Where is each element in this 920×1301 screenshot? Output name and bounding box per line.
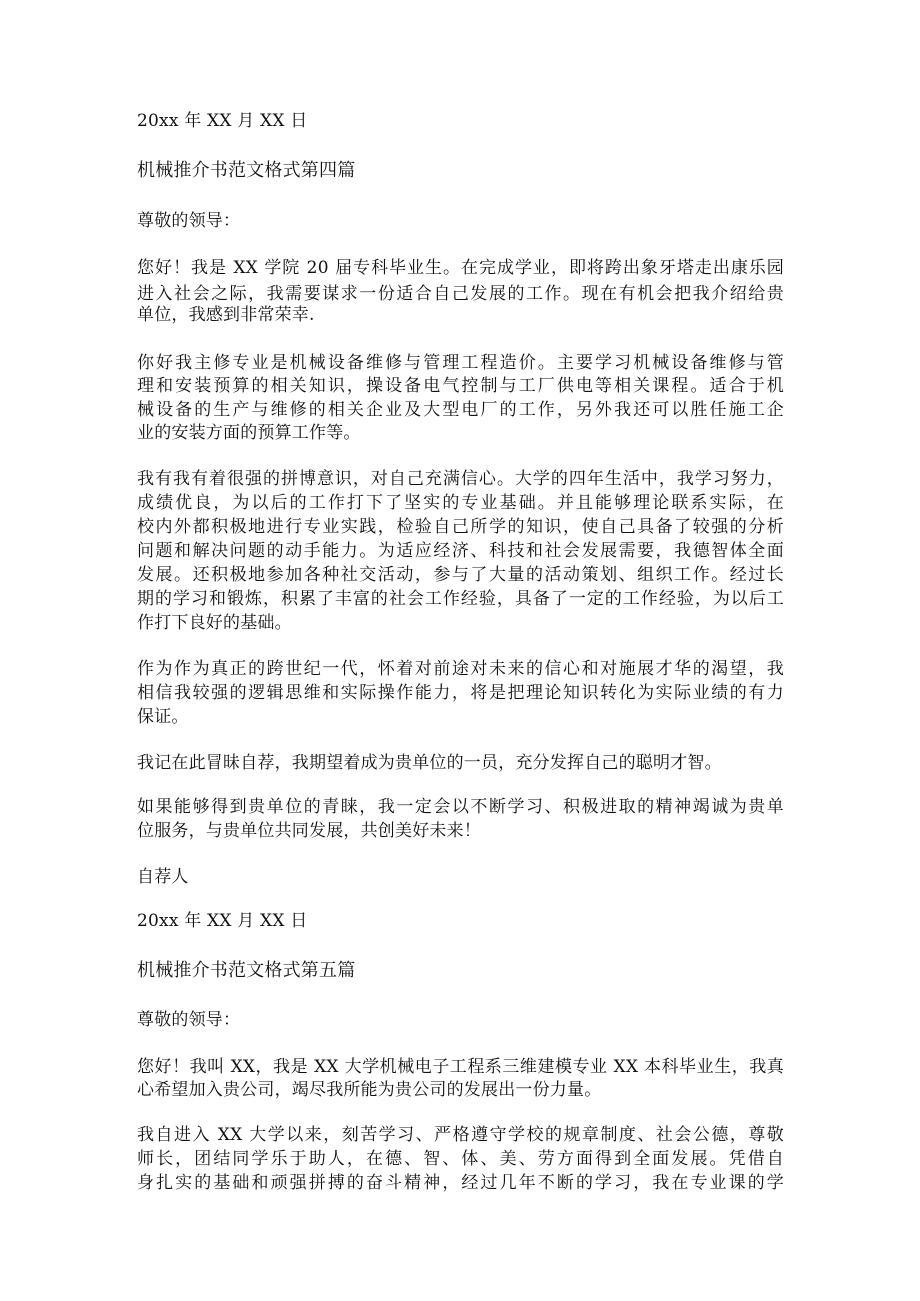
paragraph-line: 如果能够得到贵单位的青睐，我一定会以不断学习、积极进取的精神竭诚为贵单 — [137, 797, 784, 817]
paragraph-line: 发展。还积极地参加各种社交活动，参与了大量的活动策划、组织工作。经过长 — [137, 565, 784, 585]
paragraph-line: 身扎实的基础和顽强拼搏的奋斗精神，经过几年不断的学习，我在专业课的学 — [137, 1173, 784, 1193]
paragraph-line: 校内外都积极地进行专业实践，检验自己所学的知识，使自己具备了较强的分析 — [137, 517, 784, 537]
paragraph-line: 我自进入 XX 大学以来，刻苦学习、严格遵守学校的规章制度、社会公德，尊敬 — [137, 1125, 784, 1145]
paragraph-line: 位服务，与贵单位共同发展，共创美好未来！ — [137, 821, 481, 841]
paragraph-line: 我有我有着很强的拼博意识，对自己充满信心。大学的四年生活中，我学习努力， — [137, 469, 784, 489]
paragraph-line: 您好！我是 XX 学院 20 届专科毕业生。在完成学业，即将跨出象牙塔走出康乐园 — [137, 258, 784, 278]
paragraph-line: 你好我主修专业是机械设备维修与管理工程造价。主要学习机械设备维修与管 — [137, 353, 784, 373]
signature: 自荐人 — [137, 867, 189, 887]
section-title: 机械推介书范文格式第四篇 — [137, 160, 356, 181]
document-body — [137, 0, 784, 1301]
paragraph-line: 成绩优良，为以后的工作打下了坚实的专业基础。并且能够理论联系实际，在 — [137, 493, 784, 513]
paragraph-line: 械设备的生产与维修的相关企业及大型电厂的工作，另外我还可以胜任施工企 — [137, 400, 784, 420]
paragraph-line: 您好！我叫 XX，我是 XX 大学机械电子工程系三维建模专业 XX 本科毕业生，我真 — [137, 1057, 784, 1077]
section-title: 机械推介书范文格式第五篇 — [137, 960, 356, 981]
paragraph-line: 我记在此冒昧自荐，我期望着成为贵单位的一员，充分发挥自己的聪明才智。 — [137, 753, 722, 773]
salutation: 尊敬的领导： — [137, 211, 241, 231]
paragraph-line: 保证。 — [137, 707, 189, 727]
date-line: 20xx 年 XX 月 XX 日 — [137, 111, 308, 131]
paragraph-line: 心希望加入贵公司，竭尽我所能为贵公司的发展出一份力量。 — [137, 1080, 602, 1100]
paragraph-line: 相信我较强的逻辑思维和实际操作能力，将是把理论知识转化为实际业绩的有力 — [137, 683, 784, 703]
paragraph-line: 理和安装预算的相关知识，操设备电气控制与工厂供电等相关课程。适合于机 — [137, 376, 784, 396]
paragraph-line: 师长，团结同学乐于助人，在德、智、体、美、劳方面得到全面发展。凭借自 — [137, 1149, 784, 1169]
date-line: 20xx 年 XX 月 XX 日 — [137, 911, 308, 931]
paragraph-line: 进入社会之际，我需要谋求一份适合自己发展的工作。现在有机会把我介绍给贵 — [137, 284, 784, 304]
paragraph-line: 作打下良好的基础。 — [137, 613, 292, 633]
paragraph-line: 单位，我感到非常荣幸. — [137, 305, 315, 325]
salutation: 尊敬的领导： — [137, 1010, 241, 1030]
paragraph-line: 期的学习和锻炼，积累了丰富的社会工作经验，具备了一定的工作经验，为以后工 — [137, 589, 784, 609]
paragraph-line: 问题和解决问题的动手能力。为适应经济、科技和社会发展需要，我德智体全面 — [137, 541, 784, 561]
paragraph-line: 业的安装方面的预算工作等。 — [137, 423, 361, 443]
paragraph-line: 作为作为真正的跨世纪一代，怀着对前途对未来的信心和对施展才华的渴望，我 — [137, 659, 784, 679]
